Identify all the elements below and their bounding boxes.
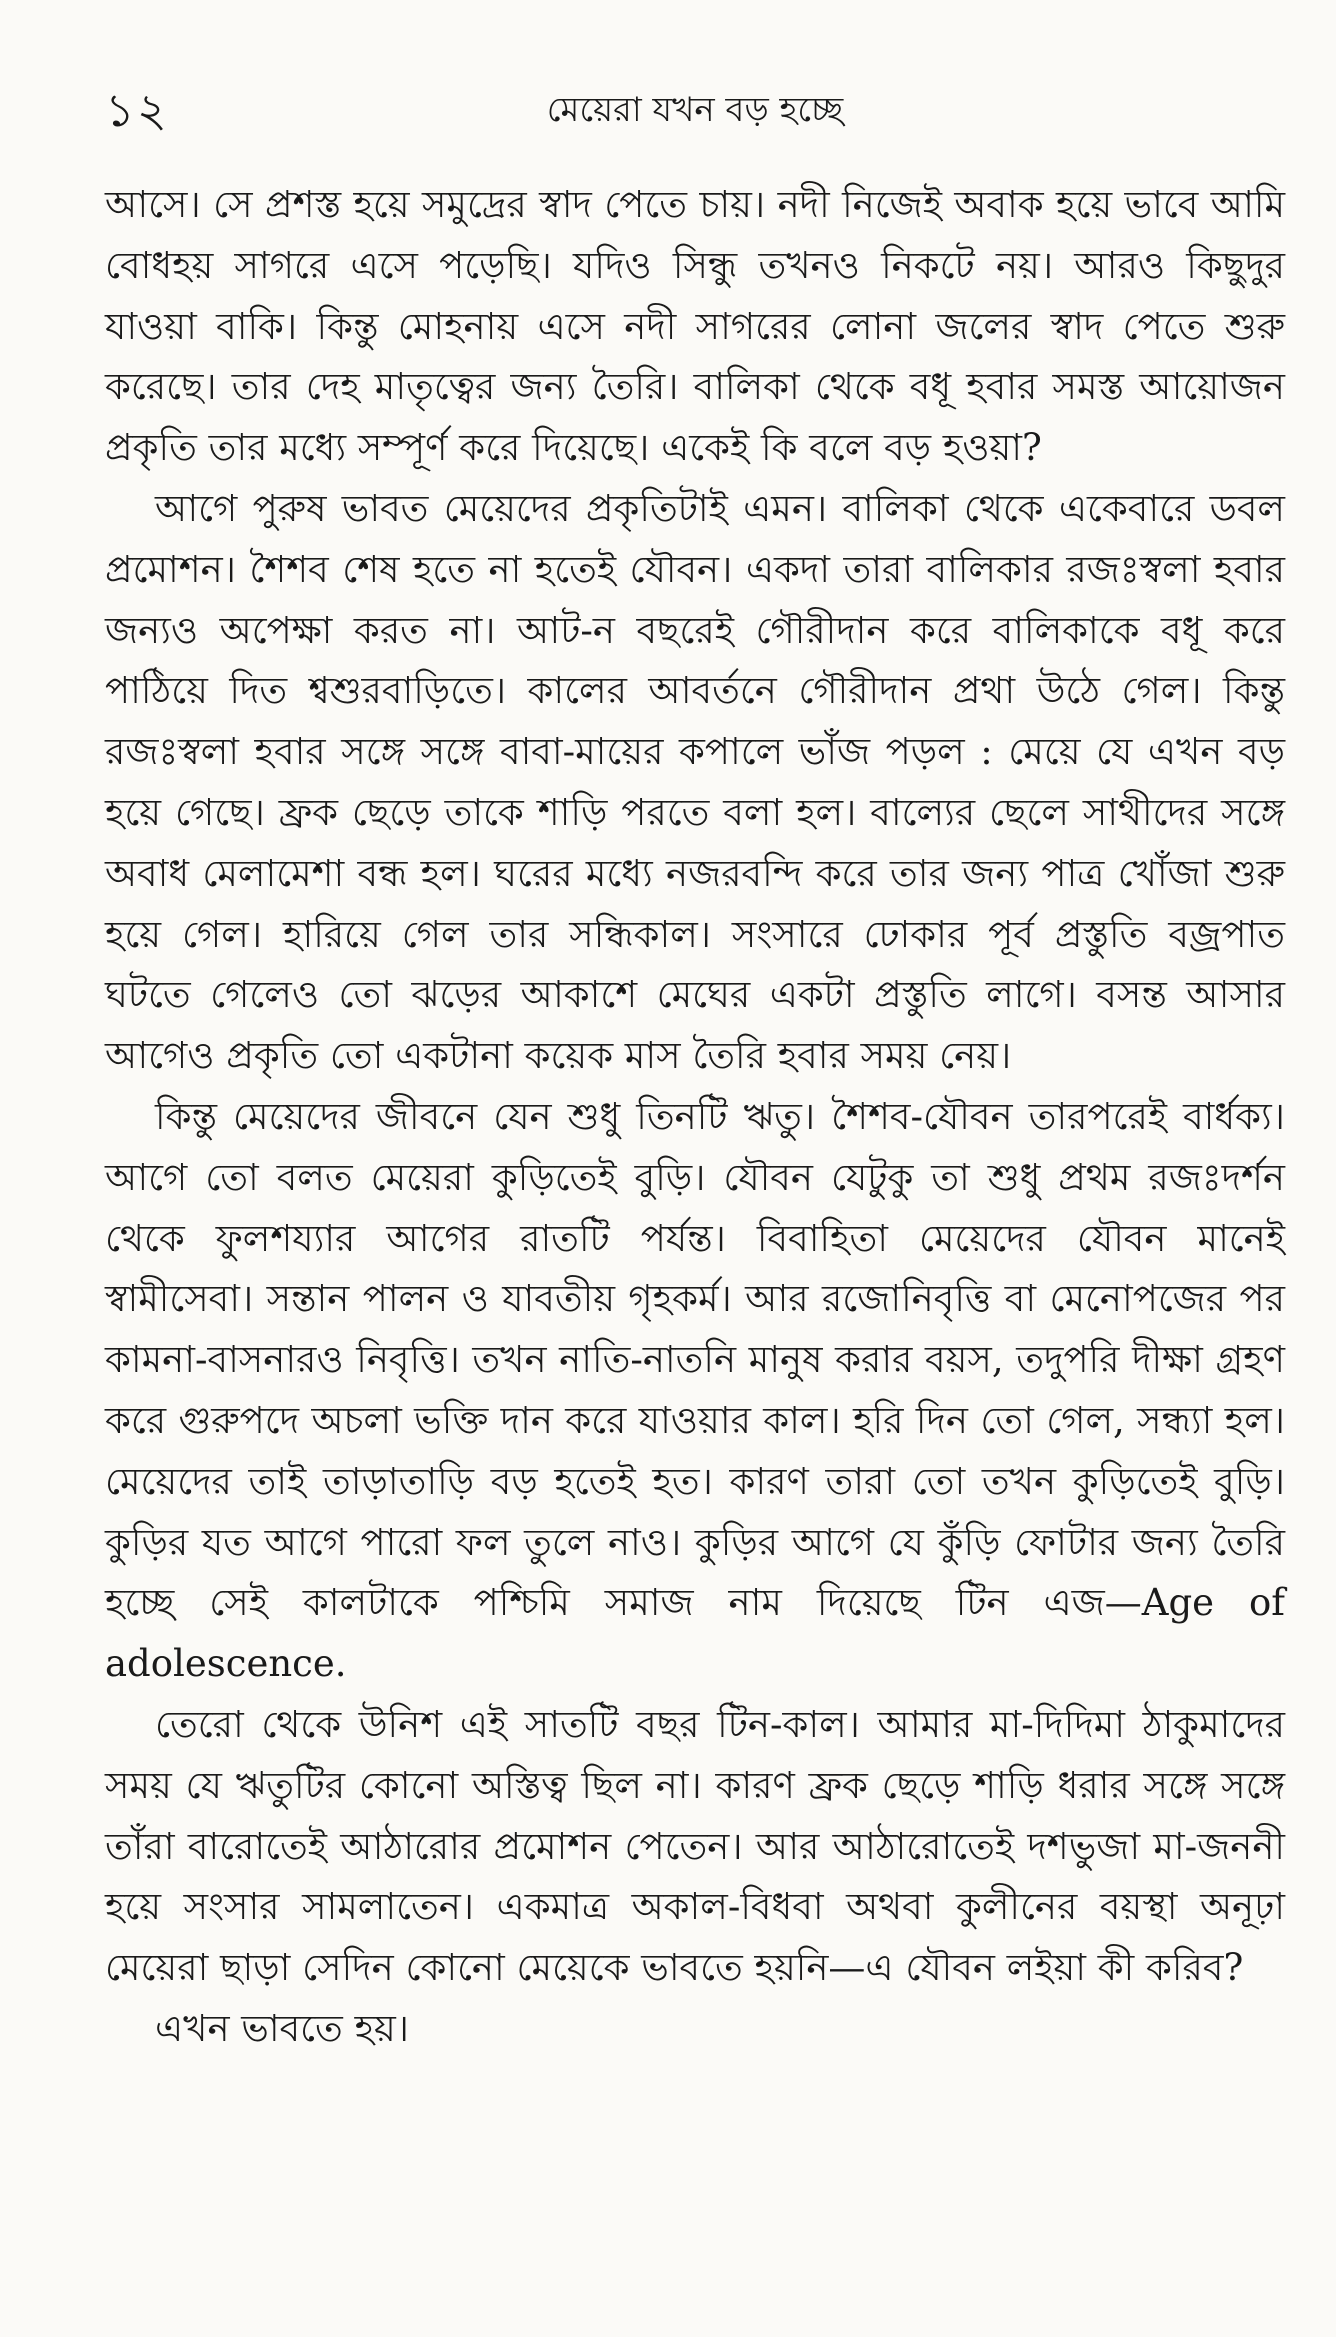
running-title: মেয়েরা যখন বড় হচ্ছে: [546, 90, 844, 130]
page-number: ১২: [105, 83, 169, 137]
page-header: [105, 75, 1285, 145]
paragraph-closing: এখন ভাবতে হয়।: [155, 2006, 410, 2050]
body-text: [105, 175, 1285, 2060]
paragraph: আগে পুরুষ ভাবত মেয়েদের প্রকৃতিটাই এমন। বালিকা থেকে একেবারে ডবল প্রমোশন। শৈশব শেষ হতে না হতেই যৌবন। একদা তারা বালিকার রজঃস্বলা হবার জন্যও অপেক্ষা করত না। আট-ন বছরেই গৌরীদান করে বালিকাকে বধূ করে পাঠিয়ে দিত শ্বশুরবাড়িতে। কালের আবর্তনে গৌরীদান প্রথা উঠে গেল। কিন্তু রজঃস্বলা হবার সঙ্গে সঙ্গে বাবা-মায়ের কপালে ভাঁজ পড়ল : মেয়ে যে এখন বড় হয়ে গেছে। ফ্রক ছেড়ে তাকে শাড়ি পরতে বলা হল। বাল্যের ছেলে সাথীদের সঙ্গে অবাধ মেলামেশা বন্ধ হল। ঘরের মধ্যে নজরবন্দি করে তার জন্য পাত্র খোঁজা শুরু হয়ে গেল। হারিয়ে গেল তার সন্ধিকাল। সংসারে ঢোকার পূর্ব প্রস্তুতি বজ্রপাত ঘটতে গেলেও তো ঝড়ের আকাশে মেঘের একটা প্রস্তুতি লাগে। বসন্ত আসার আগেও প্রকৃতি তো একটানা কয়েক মাস তৈরি হবার সময় নেয়।: [105, 486, 1285, 1078]
paragraph-continuation: আসে। সে প্রশস্ত হয়ে সমুদ্রের স্বাদ পেতে চায়। নদী নিজেই অবাক হয়ে ভাবে আমি বোধহয় সাগরে এসে পড়েছি। যদিও সিন্ধু তখনও নিকটে নয়। আরও কিছুদুর যাওয়া বাকি। কিন্তু মোহনায় এসে নদী সাগরের লোনা জলের স্বাদ পেতে শুরু করেছে। তার দেহ মাতৃত্বের জন্য তৈরি। বালিকা থেকে বধূ হবার সমস্ত আয়োজন প্রকৃতি তার মধ্যে সম্পূর্ণ করে দিয়েছে। একেই কি বলে বড় হওয়া?: [105, 183, 1285, 470]
paragraph: তেরো থেকে উনিশ এই সাতটি বছর টিন-কাল। আমার মা-দিদিমা ঠাকুমাদের সময় যে ঋতুটির কোনো অস্তিত্ব ছিল না। কারণ ফ্রক ছেড়ে শাড়ি ধরার সঙ্গে সঙ্গে তাঁরা বারোতেই আঠারোর প্রমোশন পেতেন। আর আঠারোতেই দশভুজা মা-জননী হয়ে সংসার সামলাতেন। একমাত্র অকাল-বিধবা অথবা কুলীনের বয়স্থা অনূঢ়া মেয়েরা ছাড়া সেদিন কোনো মেয়েকে ভাবতে হয়নি—এ যৌবন লইয়া কী করিব?: [105, 1702, 1285, 1990]
paragraph: কিন্তু মেয়েদের জীবনে যেন শুধু তিনটি ঋতু। শৈশব-যৌবন তারপরেই বার্ধক্য। আগে তো বলত মেয়েরা কুড়িতেই বুড়ি। যৌবন যেটুকু তা শুধু প্রথম রজঃদর্শন থেকে ফুলশয্যার আগের রাতটি পর্যন্ত। বিবাহিতা মেয়েদের যৌবন মানেই স্বামীসেবা। সন্তান পালন ও যাবতীয় গৃহকর্ম। আর রজোনিবৃত্তি বা মেনোপজের পর কামনা-বাসনারও নিবৃত্তি। তখন নাতি-নাতনি মানুষ করার বয়স, তদুপরি দীক্ষা গ্রহণ করে গুরুপদে অচলা ভক্তি দান করে যাওয়ার কাল। হরি দিন তো গেল, সন্ধ্যা হল। মেয়েদের তাই তাড়াতাড়ি বড় হতেই হত। কারণ তারা তো তখন কুড়িতেই বুড়ি। কুড়ির যত আগে পারো ফল তুলে নাও। কুড়ির আগে যে কুঁড়ি ফোটার জন্য তৈরি হচ্ছে সেই কালটাকে পশ্চিমি সমাজ নাম দিয়েছে টিন এজ—Age of adolescence.: [105, 1094, 1285, 1686]
